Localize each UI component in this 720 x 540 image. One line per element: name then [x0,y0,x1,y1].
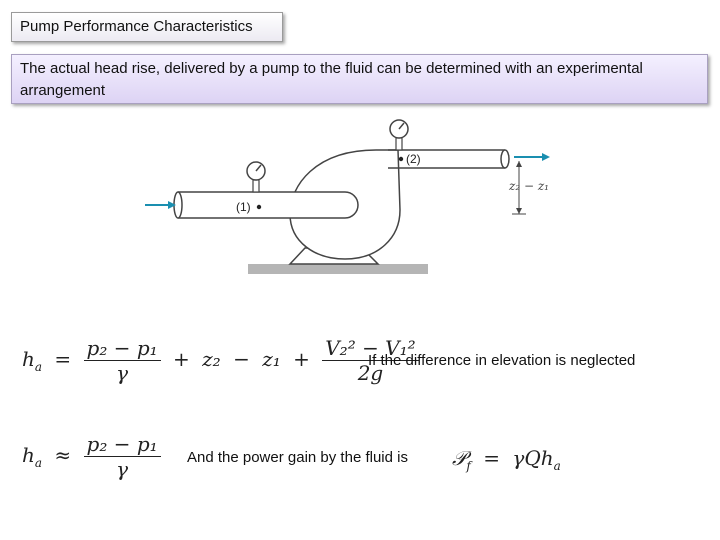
gauge-stem-2 [396,138,402,150]
power-note: And the power gain by the fluid is [187,449,408,466]
outlet-arrow-head [542,153,550,161]
eq1-frac-num: p₂ − p₁ [84,336,161,361]
eq1-z1: z₁ [262,347,281,371]
eq2-lhs: h [22,443,35,467]
point-1-marker [257,205,261,209]
eq1-vel-num: V₂² − V₁² [322,336,418,361]
elevation-label: z₂ − z₁ [509,179,549,193]
eq1-equals: = [54,347,72,371]
eq1-plus-2: + [293,347,310,371]
power-equation [452,446,561,473]
eq1-pressure-fraction [84,336,161,385]
eq2-frac-num: p₂ − p₁ [84,432,161,457]
eq1-minus: − [233,347,250,371]
outlet-pipe-end [501,150,509,168]
elevation-arrow-bottom [516,208,522,214]
point-1-label: (1) [236,200,251,214]
eq1-lhs-sub: a [34,360,43,374]
eq2-pressure-fraction [84,432,161,481]
eq3-equals: = [483,446,500,470]
eq1-z2: z₂ [202,347,221,371]
head-approx-equation [22,432,161,481]
eq1-lhs: h [22,347,35,371]
eq2-lhs-sub: a [34,456,43,470]
eq3-rhs: γQh [512,446,554,470]
eq2-frac-den: γ [116,457,129,481]
point-2-label: (2) [406,152,421,166]
inlet-pipe [178,192,354,218]
eq3-lhs-sub: f [466,459,471,473]
point-2-marker [399,157,403,161]
slide-title: Pump Performance Characteristics [11,12,283,42]
eq3-lhs: 𝒫 [452,446,467,470]
eq2-approx: ≈ [54,443,72,467]
ground-base [248,264,428,274]
elevation-arrow-top [516,161,522,167]
gauge-stem-1 [253,180,259,192]
eq1-vel-den: 2g [357,361,384,385]
slide-description: The actual head rise, delivered by a pump to the fluid can be determined with an experimental arrangement [11,54,708,104]
head-equation [22,336,419,385]
elevation-note: If the difference in elevation is neglected [368,352,636,369]
eq3-rhs-sub: a [553,459,561,473]
eq1-plus-1: + [173,347,190,371]
pump-diagram [140,114,560,280]
eq1-frac-den: γ [116,361,129,385]
